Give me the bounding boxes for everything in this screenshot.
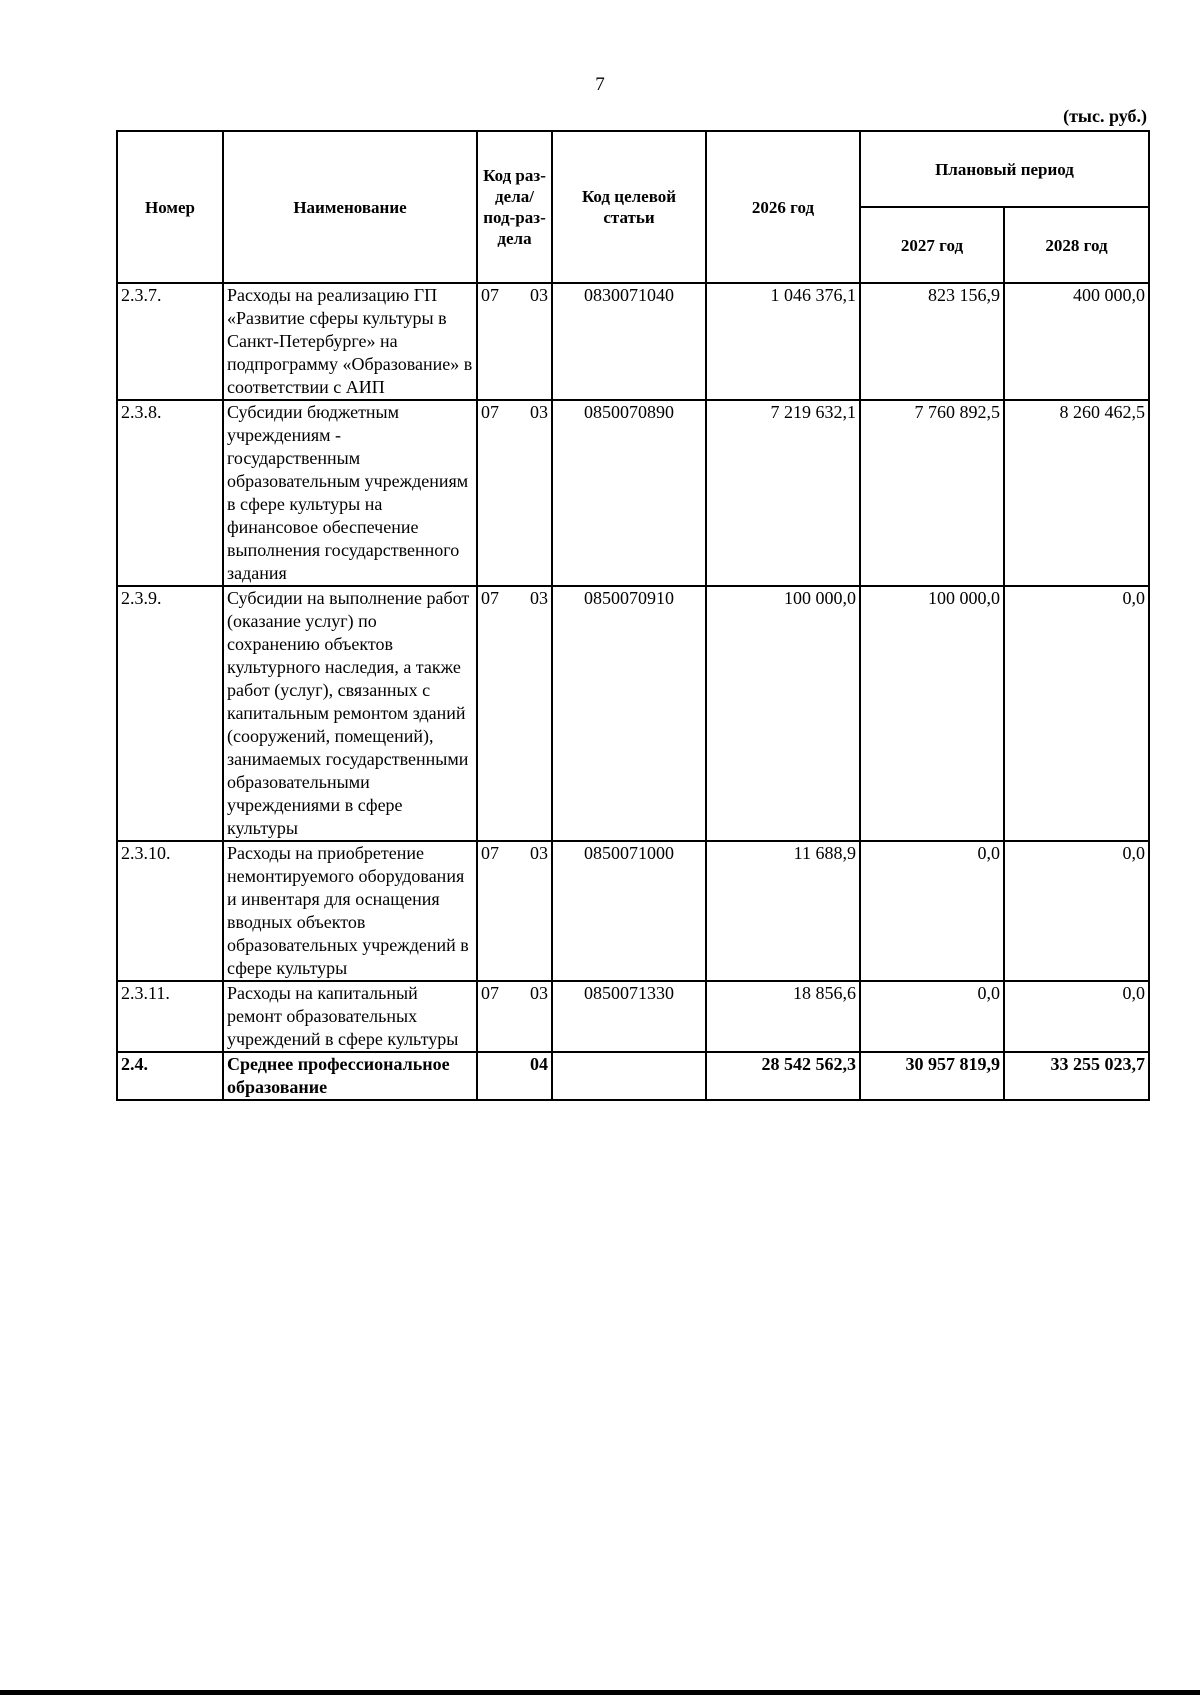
row-amount-2027: 0,0 bbox=[860, 981, 1004, 1052]
row-name: Среднее профессиональное образование bbox=[223, 1052, 477, 1100]
header-name: Наименование bbox=[223, 131, 477, 283]
row-section-code bbox=[477, 283, 552, 400]
row-amount-2026: 28 542 562,3 bbox=[706, 1052, 860, 1100]
row-subsection: 03 bbox=[530, 285, 548, 305]
row-subsection: 03 bbox=[530, 843, 548, 863]
row-section-code bbox=[477, 586, 552, 841]
row-number: 2.3.11. bbox=[117, 981, 223, 1052]
table-row bbox=[117, 981, 1149, 1052]
row-target-code: 0850071000 bbox=[552, 841, 706, 981]
row-target-code: 0830071040 bbox=[552, 283, 706, 400]
row-number: 2.4. bbox=[117, 1052, 223, 1100]
row-amount-2027: 823 156,9 bbox=[860, 283, 1004, 400]
row-section-code bbox=[477, 400, 552, 586]
row-name: Расходы на приобретение немонтируемого оборудования и инвентаря для оснащения вводных объектов образовательных учреждений в сфере культуры bbox=[223, 841, 477, 981]
header-target-code: Код целевой статьи bbox=[552, 131, 706, 283]
row-target-code: 0850071330 bbox=[552, 981, 706, 1052]
row-number: 2.3.7. bbox=[117, 283, 223, 400]
table-row bbox=[117, 1052, 1149, 1100]
row-section: 07 bbox=[481, 588, 499, 608]
row-amount-2028: 0,0 bbox=[1004, 586, 1149, 841]
row-section: 07 bbox=[481, 285, 499, 305]
row-subsection: 03 bbox=[530, 588, 548, 608]
row-amount-2027: 0,0 bbox=[860, 841, 1004, 981]
row-amount-2027: 30 957 819,9 bbox=[860, 1052, 1004, 1100]
row-target-code: 0850070910 bbox=[552, 586, 706, 841]
row-section: 07 bbox=[481, 983, 499, 1003]
row-section: 07 bbox=[481, 402, 499, 422]
table-row bbox=[117, 400, 1149, 586]
table-body bbox=[117, 283, 1149, 1100]
row-name: Расходы на капитальный ремонт образовательных учреждений в сфере культуры bbox=[223, 981, 477, 1052]
row-amount-2028: 33 255 023,7 bbox=[1004, 1052, 1149, 1100]
row-amount-2028: 0,0 bbox=[1004, 841, 1149, 981]
row-amount-2026: 11 688,9 bbox=[706, 841, 860, 981]
table-row bbox=[117, 841, 1149, 981]
row-target-code bbox=[552, 1052, 706, 1100]
row-amount-2028: 0,0 bbox=[1004, 981, 1149, 1052]
budget-table bbox=[116, 130, 1150, 1101]
header-year-2028: 2028 год bbox=[1004, 207, 1149, 283]
row-amount-2028: 400 000,0 bbox=[1004, 283, 1149, 400]
row-name: Субсидии на выполнение работ (оказание услуг) по сохранению объектов культурного наследия, а также работ (услуг), связанных с капитальным ремонтом зданий (сооружений, помещений), занимаемых государственными образовательными учреждениями в сфере культуры bbox=[223, 586, 477, 841]
row-number: 2.3.10. bbox=[117, 841, 223, 981]
row-amount-2026: 1 046 376,1 bbox=[706, 283, 860, 400]
row-subsection: 04 bbox=[530, 1054, 548, 1074]
row-number: 2.3.9. bbox=[117, 586, 223, 841]
row-amount-2028: 8 260 462,5 bbox=[1004, 400, 1149, 586]
row-section-code bbox=[477, 841, 552, 981]
row-amount-2026: 7 219 632,1 bbox=[706, 400, 860, 586]
row-amount-2027: 7 760 892,5 bbox=[860, 400, 1004, 586]
row-section-code bbox=[477, 1052, 552, 1100]
page-number: 7 bbox=[595, 74, 605, 95]
row-section: 07 bbox=[481, 843, 499, 863]
table-header bbox=[117, 131, 1149, 283]
row-amount-2026: 100 000,0 bbox=[706, 586, 860, 841]
header-number: Номер bbox=[117, 131, 223, 283]
table-row bbox=[117, 283, 1149, 400]
table-row bbox=[117, 586, 1149, 841]
row-subsection: 03 bbox=[530, 402, 548, 422]
row-amount-2027: 100 000,0 bbox=[860, 586, 1004, 841]
row-name: Субсидии бюджетным учреждениям - государственным образовательным учреждениям в сфере культуры на финансовое обеспечение выполнения государственного задания bbox=[223, 400, 477, 586]
row-target-code: 0850070890 bbox=[552, 400, 706, 586]
units-label: (тыс. руб.) bbox=[1063, 106, 1147, 126]
row-subsection: 03 bbox=[530, 983, 548, 1003]
page-bottom-rule bbox=[0, 1690, 1200, 1695]
row-name: Расходы на реализацию ГП «Развитие сферы культуры в Санкт-Петербурге» на подпрограмму «Образование» в соответствии с АИП bbox=[223, 283, 477, 400]
header-section-code: Код раз-дела/ под-раз-дела bbox=[477, 131, 552, 283]
row-number: 2.3.8. bbox=[117, 400, 223, 586]
header-planning-period: Плановый период bbox=[860, 131, 1149, 207]
row-amount-2026: 18 856,6 bbox=[706, 981, 860, 1052]
header-year-2026: 2026 год bbox=[706, 131, 860, 283]
header-year-2027: 2027 год bbox=[860, 207, 1004, 283]
row-section-code bbox=[477, 981, 552, 1052]
